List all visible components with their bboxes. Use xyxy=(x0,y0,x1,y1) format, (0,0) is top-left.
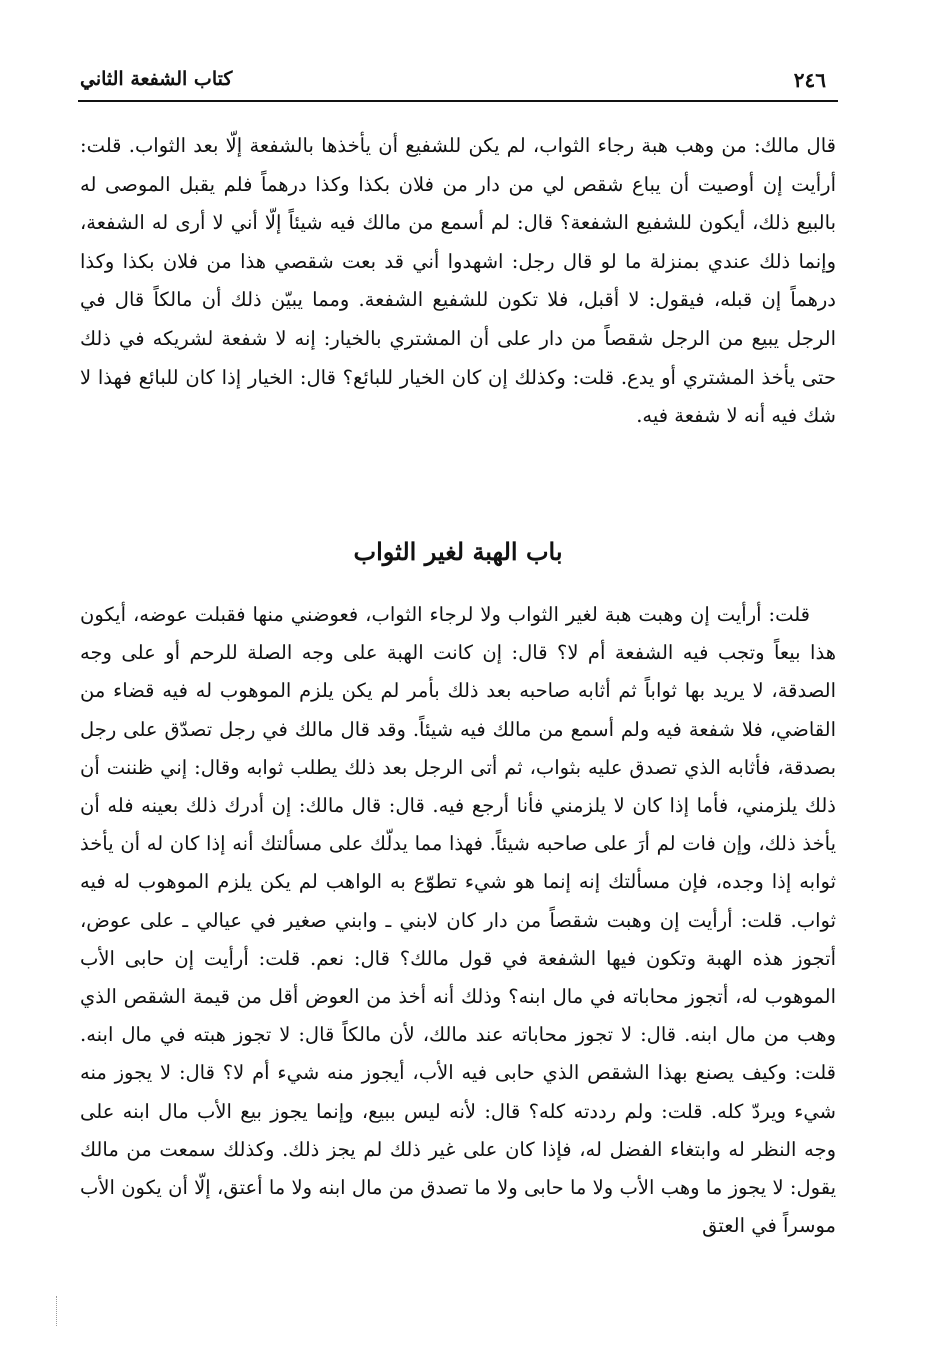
paragraph-preemption-gift-reward: قال مالك: من وهب هبة رجاء الثواب، لم يكن للشفيع أن يأخذها بالشفعة إلّا بعد الثواب. قلت: أرأيت إن أوصيت أن يباع شقص لي من دار من فلان بكذا وكذا درهماً فلم يقبل الموصى له بالبيع ذلك، أيكون للشفيع الشفعة؟ قال: لم أسمع من مالك فيه شيئاً إلّا أني لا أرى له الشفعة، وإنما ذلك عندي بمنزلة ما لو قال رجل: اشهدوا أني قد بعت شقصي هذا من فلان بكذا وكذا درهماً إن قبله، فيقول: لا أقبل، فلا تكون للشفيع الشفعة. ومما يبيّن ذلك أن مالكاً قال في الرجل يبيع من الرجل شقصاً من دار على أن المشتري بالخيار: إنه لا شفعة لشريكه في ذلك حتى يأخذ المشتري أو يدع. قلت: وكذلك إن كان الخيار للبائع؟ قال: الخيار إذا كان للبائع فهذا لا شك فيه أنه لا شفعة فيه. xyxy=(80,134,836,428)
section-heading: باب الهبة لغير الثواب xyxy=(353,537,563,566)
paragraph-gift-without-reward: قلت: أرأيت إن وهبت هبة لغير الثواب ولا لرجاء الثواب، فعوضني منها فقبلت عوضه، أيكون هذا بيعاً وتجب فيه الشفعة أم لا؟ قال: إن كانت الهبة على وجه الصلة للرحم أو على وجه الصدقة، لا يريد بها ثواباً ثم أثابه صاحبه بعد ذلك بأمر لم يكن يلزم الموهوب له فيه قضاء من القاضي، فلا شفعة فيه ولم أسمع من مالك فيه شيئاً. وقد قال مالك في رجل تصدّق على رجل بصدقة، فأثابه الذي تصدق عليه بثواب، ثم أتى الرجل بعد ذلك يطلب ثوابه وقال: إني ظننت أن ذلك يلزمني، فأما إذا كان لا يلزمني فأنا أرجع فيه. قال: قال مالك: إن أدرك ذلك بعينه فله أن يأخذ ذلك، وإن فات لم أرَ على صاحبه شيئاً. فهذا مما يدلّك على مسألتك أنه إذا كان له أن يأخذ ثوابه إذا وجده، فإن مسألتك إنه إنما هو شيء تطوّع به الواهب لم يكن يلزم الموهوب له فيه ثواب. قلت: أرأيت إن وهبت شقصاً من دار كان لابني ـ وابني صغير في عيالي ـ على عوض، أتجوز هذه الهبة وتكون فيها الشفعة في قول مالك؟ قال: نعم. قلت: أرأيت إن حابى الأب الموهوب له، أتجوز محاباته في مال ابنه؟ وذلك أنه أخذ من العوض أقل من قيمة الشقص الذي وهب من مال ابنه. قال: لا تجوز محاباته عند مالك، لأن مالكاً قال: لا تجوز هبته في مال ابنه. قلت: وكيف يصنع بهذا الشقص الذي حابى فيه الأب، أيجوز منه شيء أم لا؟ قال: لا يجوز منه شيء ويردّ كله. قلت: ولم رددته كله؟ قال: لأنه ليس ببيع، وإنما يجوز بيع الأب مال ابنه على وجه النظر له وابتغاء الفضل له، فإذا كان على غير ذلك لم يجز ذلك. وكذلك سمعت من مالك يقول: لا يجوز ما وهب الأب ولا ما حابى ولا ما تصدق من مال ابنه ولا ما أعتق، إلّا أن يكون الأب موسراً في العتق xyxy=(80,603,836,1238)
page-header xyxy=(78,66,838,102)
page-number: ٢٤٦ xyxy=(793,68,826,92)
scan-edge-mark xyxy=(56,1296,62,1326)
running-title: كتاب الشفعة الثاني xyxy=(80,68,233,90)
